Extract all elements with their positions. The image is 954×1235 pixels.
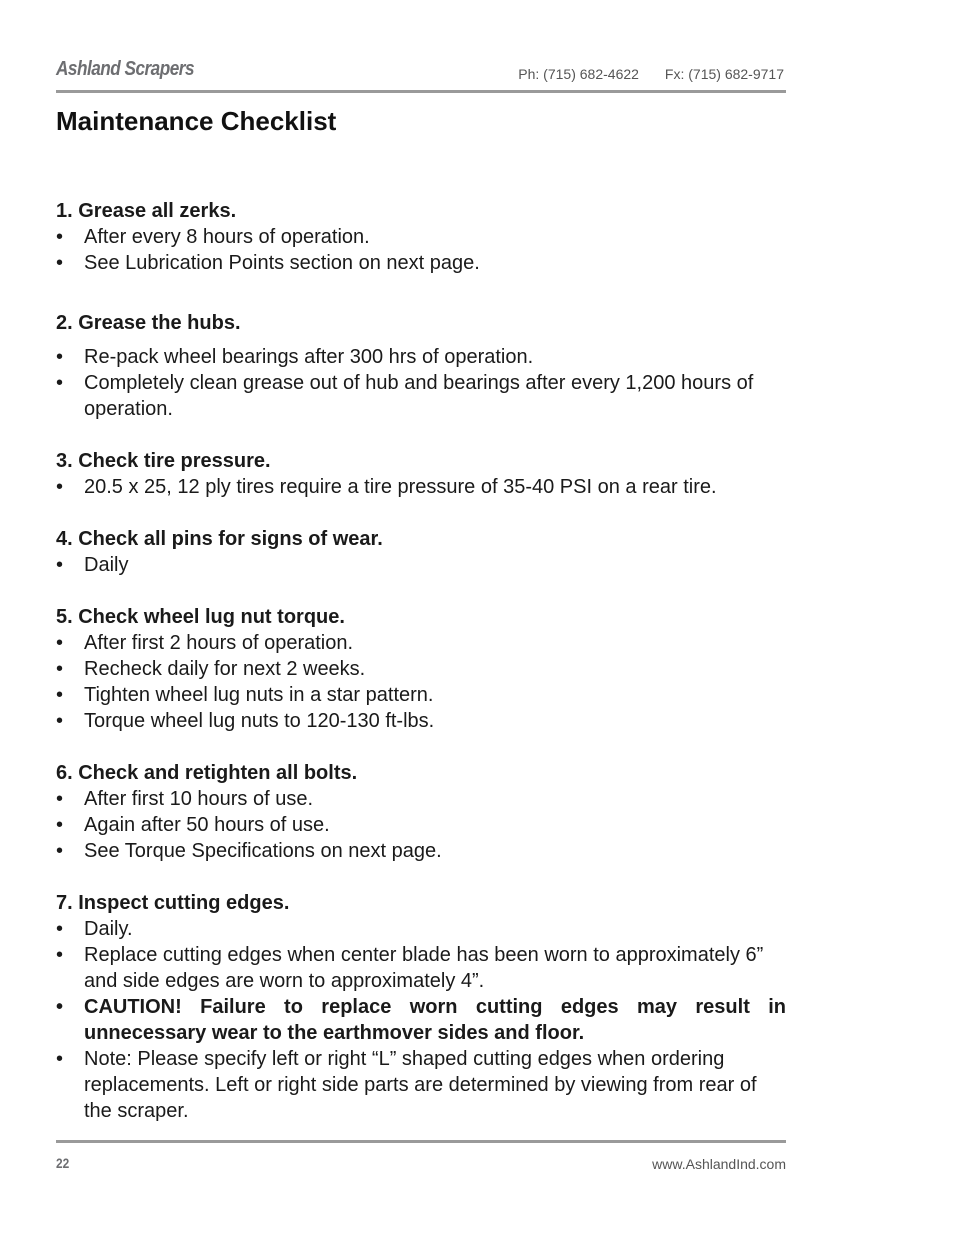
bullet-list	[56, 630, 786, 734]
bullet-list	[56, 786, 786, 864]
list-item: • Replace cutting edges when center blade has been worn to approximately 6” and side edges are worn to approximately 4”.	[56, 942, 786, 994]
list-item: • After first 10 hours of use.	[56, 786, 786, 812]
list-item: • See Torque Specifications on next page.	[56, 838, 786, 864]
bullet-list	[56, 916, 786, 1124]
list-item: • Completely clean grease out of hub and bearings after every 1,200 hours of operation.	[56, 370, 786, 422]
bullet-list	[56, 344, 786, 422]
section-heading: 4. Check all pins for signs of wear.	[56, 528, 383, 550]
brand-logo-text: Ashland Scrapers	[56, 58, 195, 80]
section-heading: 6. Check and retighten all bolts.	[56, 762, 358, 784]
checklist-section	[56, 310, 786, 422]
fax-number: Fx: (715) 682-9717	[664, 66, 784, 82]
checklist-content	[56, 172, 786, 1124]
page-title: Maintenance Checklist	[56, 106, 337, 136]
list-item: • Daily	[56, 552, 786, 578]
bullet-list	[56, 552, 786, 578]
page-footer	[56, 1155, 786, 1175]
list-item: • Re-pack wheel bearings after 300 hrs of operation.	[56, 344, 786, 370]
section-heading: 2. Grease the hubs.	[56, 312, 241, 334]
checklist-section	[56, 198, 786, 276]
page-number: 22	[56, 1155, 70, 1171]
website-url: www.AshlandInd.com	[652, 1156, 786, 1172]
bullet-list	[56, 224, 786, 276]
section-heading: 7. Inspect cutting edges.	[56, 892, 290, 914]
list-item: • After first 2 hours of operation.	[56, 630, 786, 656]
checklist-section	[56, 604, 786, 734]
contact-info	[518, 66, 784, 82]
checklist-section	[56, 526, 786, 578]
list-item: • 20.5 x 25, 12 ply tires require a tire pressure of 35-40 PSI on a rear tire.	[56, 474, 786, 500]
checklist-section	[56, 890, 786, 1124]
list-item: • Recheck daily for next 2 weeks.	[56, 656, 786, 682]
list-item: • See Lubrication Points section on next page.	[56, 250, 786, 276]
caution-item: • CAUTION! Failure to replace worn cutting edges may result in unnecessary wear to the earthmover sides and floor.	[56, 994, 786, 1046]
list-item: • Daily.	[56, 916, 786, 942]
list-item: • Torque wheel lug nuts to 120-130 ft-lbs.	[56, 708, 786, 734]
section-heading: 3. Check tire pressure.	[56, 450, 271, 472]
list-item: • Again after 50 hours of use.	[56, 812, 786, 838]
checklist-section	[56, 760, 786, 864]
page-header	[56, 56, 786, 86]
checklist-section	[56, 448, 786, 500]
section-heading: 5. Check wheel lug nut torque.	[56, 606, 345, 628]
section-heading: 1. Grease all zerks.	[56, 200, 237, 222]
list-item: • After every 8 hours of operation.	[56, 224, 786, 250]
footer-divider	[56, 1140, 786, 1143]
list-item: • Note: Please specify left or right “L” shaped cutting edges when ordering replacements. Left or right side parts are determined by viewing from rear of the scraper.	[56, 1046, 786, 1124]
header-divider	[56, 90, 786, 93]
list-item: • Tighten wheel lug nuts in a star pattern.	[56, 682, 786, 708]
bullet-list	[56, 474, 786, 500]
phone-number: Ph: (715) 682-4622	[518, 66, 639, 82]
